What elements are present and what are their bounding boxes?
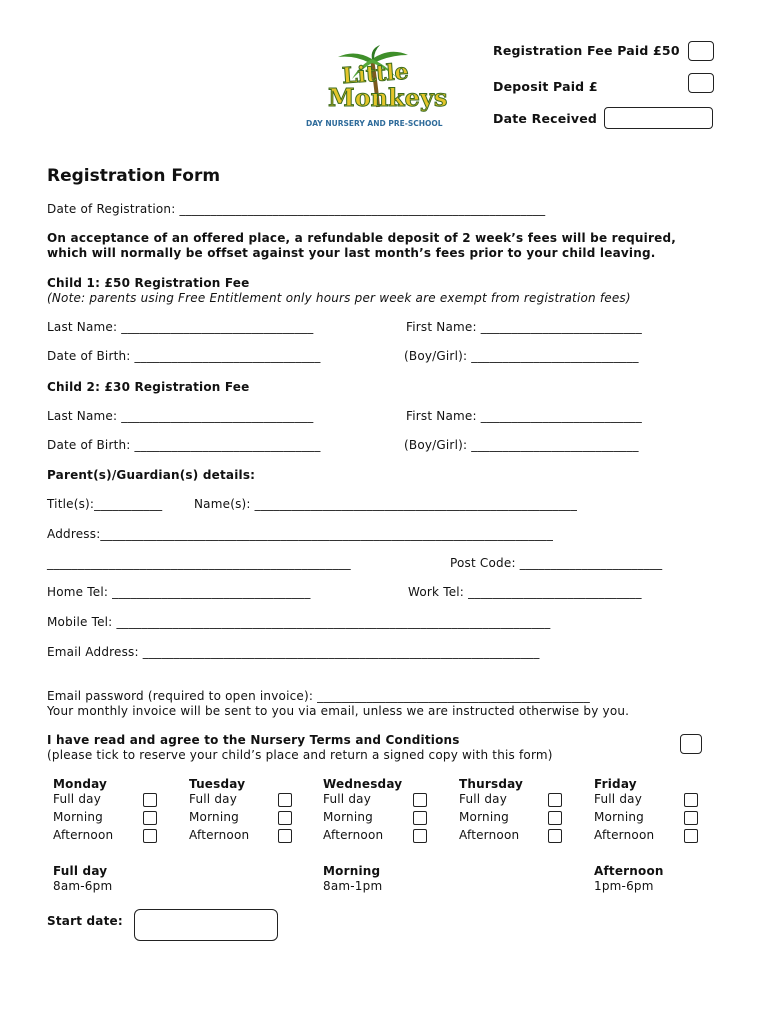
tuesday-afternoon-checkbox[interactable] xyxy=(278,829,292,843)
start-date-label: Start date: xyxy=(47,914,123,928)
child2-first-name-field[interactable]: First Name: __________________________ xyxy=(406,409,642,423)
friday-morning-checkbox[interactable] xyxy=(684,811,698,825)
monday-full-day-label: Full day xyxy=(53,792,102,806)
thursday-afternoon-checkbox[interactable] xyxy=(548,829,562,843)
child2-last-name-field[interactable]: Last Name: _______________________________ xyxy=(47,409,314,423)
terms-heading: I have read and agree to the Nursery Terms and Conditions xyxy=(47,733,460,747)
monday-morning-checkbox[interactable] xyxy=(143,811,157,825)
wednesday-morning-checkbox[interactable] xyxy=(413,811,427,825)
start-date-field[interactable] xyxy=(134,909,278,941)
logo-name-line1: Little xyxy=(341,58,410,90)
date-received-label: Date Received xyxy=(493,111,598,126)
date-received-field[interactable] xyxy=(604,107,713,129)
session-afternoon-name: Afternoon xyxy=(594,864,664,878)
friday-full-day-label: Full day xyxy=(594,792,643,806)
parent-titles-field[interactable]: Title(s):___________ xyxy=(47,497,163,511)
wednesday-afternoon-label: Afternoon xyxy=(323,828,384,842)
day-heading-wednesday: Wednesday xyxy=(323,777,403,791)
friday-full-day-checkbox[interactable] xyxy=(684,793,698,807)
session-morning-name: Morning xyxy=(323,864,381,878)
parent-names-field[interactable]: Name(s): ____________________________________________________ xyxy=(194,497,578,511)
thursday-afternoon-label: Afternoon xyxy=(459,828,520,842)
invoice-note: Your monthly invoice will be sent to you via email, unless we are instructed otherwise by you. xyxy=(47,704,630,718)
session-morning-hours: 8am-1pm xyxy=(323,879,383,893)
wednesday-full-day-checkbox[interactable] xyxy=(413,793,427,807)
tuesday-full-day-label: Full day xyxy=(189,792,238,806)
monday-afternoon-label: Afternoon xyxy=(53,828,114,842)
day-heading-thursday: Thursday xyxy=(459,777,524,791)
date-of-registration-field[interactable]: Date of Registration: ___________________________________________________________ xyxy=(47,202,546,216)
page-title: Registration Form xyxy=(47,166,221,186)
child1-last-name-field[interactable]: Last Name: _______________________________ xyxy=(47,320,314,334)
child2-dob-field[interactable]: Date of Birth: ______________________________ xyxy=(47,438,321,452)
deposit-notice-line2: which will normally be offset against your last month’s fees prior to your child leaving. xyxy=(47,246,656,260)
friday-afternoon-label: Afternoon xyxy=(594,828,655,842)
mobile-tel-field[interactable]: Mobile Tel: ______________________________________________________________________ xyxy=(47,615,551,629)
child1-note: (Note: parents using Free Entitlement only hours per week are exempt from registration fees) xyxy=(47,291,631,305)
child2-heading: Child 2: £30 Registration Fee xyxy=(47,380,250,394)
terms-agree-checkbox[interactable] xyxy=(680,734,702,754)
session-fullday-name: Full day xyxy=(53,864,108,878)
post-code-field[interactable]: Post Code: _______________________ xyxy=(450,556,663,570)
logo-tagline: DAY NURSERY AND PRE-SCHOOL xyxy=(306,119,443,128)
day-heading-monday: Monday xyxy=(53,777,108,791)
monday-afternoon-checkbox[interactable] xyxy=(143,829,157,843)
child1-dob-field[interactable]: Date of Birth: ______________________________ xyxy=(47,349,321,363)
thursday-morning-checkbox[interactable] xyxy=(548,811,562,825)
logo-name-line2: Monkeys xyxy=(328,83,448,112)
address-field[interactable]: Address:_________________________________________________________________________ xyxy=(47,527,554,541)
wednesday-afternoon-checkbox[interactable] xyxy=(413,829,427,843)
day-heading-friday: Friday xyxy=(594,777,637,791)
child1-first-name-field[interactable]: First Name: __________________________ xyxy=(406,320,642,334)
registration-fee-paid-label: Registration Fee Paid £50 xyxy=(493,43,680,58)
friday-morning-label: Morning xyxy=(594,810,644,824)
terms-subtext: (please tick to reserve your child’s place and return a signed copy with this form) xyxy=(47,748,553,762)
tuesday-full-day-checkbox[interactable] xyxy=(278,793,292,807)
monday-full-day-checkbox[interactable] xyxy=(143,793,157,807)
monday-morning-label: Morning xyxy=(53,810,103,824)
tuesday-morning-checkbox[interactable] xyxy=(278,811,292,825)
tuesday-morning-label: Morning xyxy=(189,810,239,824)
thursday-full-day-checkbox[interactable] xyxy=(548,793,562,807)
child1-heading: Child 1: £50 Registration Fee xyxy=(47,276,250,290)
wednesday-morning-label: Morning xyxy=(323,810,373,824)
child1-gender-field[interactable]: (Boy/Girl): ___________________________ xyxy=(404,349,639,363)
deposit-notice-line1: On acceptance of an offered place, a refundable deposit of 2 week’s fees will be required, xyxy=(47,231,676,245)
day-heading-tuesday: Tuesday xyxy=(189,777,246,791)
friday-afternoon-checkbox[interactable] xyxy=(684,829,698,843)
thursday-full-day-label: Full day xyxy=(459,792,508,806)
thursday-morning-label: Morning xyxy=(459,810,509,824)
deposit-paid-checkbox[interactable] xyxy=(688,73,714,93)
tuesday-afternoon-label: Afternoon xyxy=(189,828,250,842)
wednesday-full-day-label: Full day xyxy=(323,792,372,806)
address-line2-field[interactable]: _________________________________________________ xyxy=(47,556,351,570)
parents-heading: Parent(s)/Guardian(s) details: xyxy=(47,468,256,482)
deposit-paid-label: Deposit Paid £ xyxy=(493,79,598,94)
registration-fee-paid-checkbox[interactable] xyxy=(688,41,714,61)
session-fullday-hours: 8am-6pm xyxy=(53,879,113,893)
child2-gender-field[interactable]: (Boy/Girl): ___________________________ xyxy=(404,438,639,452)
work-tel-field[interactable]: Work Tel: ____________________________ xyxy=(408,585,642,599)
email-field[interactable]: Email Address: ________________________________________________________________ xyxy=(47,645,540,659)
session-afternoon-hours: 1pm-6pm xyxy=(594,879,654,893)
email-password-field[interactable]: Email password (required to open invoice): ____________________________________________ xyxy=(47,689,590,703)
home-tel-field[interactable]: Home Tel: ________________________________ xyxy=(47,585,311,599)
nursery-logo xyxy=(300,45,460,135)
